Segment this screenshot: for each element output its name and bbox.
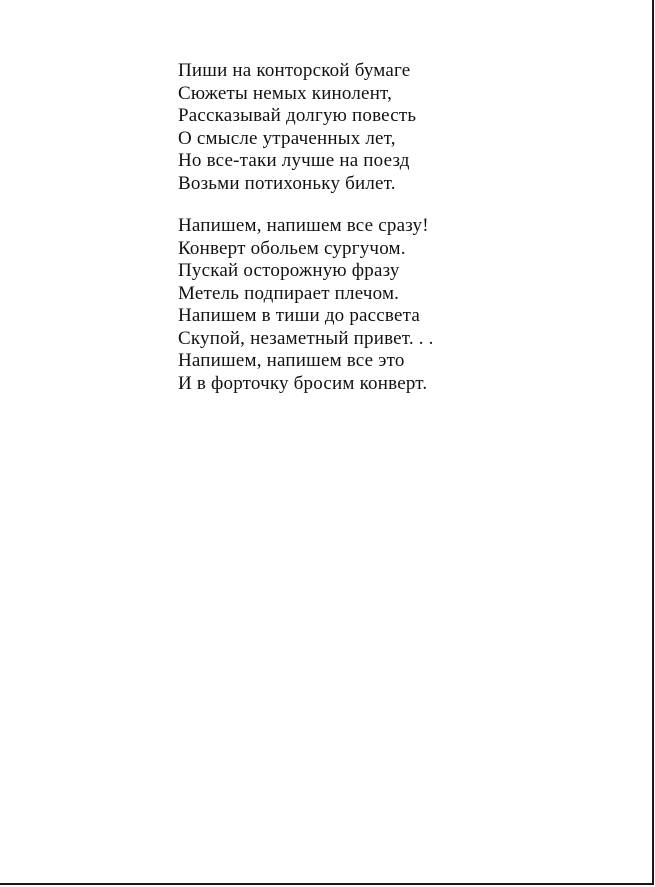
poem-line: И в форточку бросим конверт. (178, 372, 428, 394)
poem-line: Но все-таки лучше на поезд (178, 150, 410, 171)
stanza-1 (178, 60, 508, 195)
poem (178, 60, 508, 395)
poem-line: Рассказывай долгую повесть (178, 105, 417, 126)
poem-line: Пиши на конторской бумаге (178, 60, 411, 81)
poem-line: Напишем, напишем все это (178, 350, 405, 371)
poem-line: Сюжеты немых кинолент, (178, 82, 393, 104)
poem-line: Напишем, напишем все сразу! (178, 215, 429, 236)
poem-line: Метель подпирает плечом. (178, 282, 400, 304)
stanza-2 (178, 215, 508, 395)
poem-line: Напишем в тиши до рассвета (178, 305, 420, 326)
poem-line: Пускай осторожную фразу (178, 260, 400, 281)
poem-line: Возьми потихоньку билет. (178, 172, 396, 194)
poem-line: О смысле утраченных лет, (178, 127, 396, 149)
poem-line: Конверт обольем сургучом. (178, 237, 406, 259)
poem-line: Скупой, незаметный привет. . . (178, 327, 434, 349)
